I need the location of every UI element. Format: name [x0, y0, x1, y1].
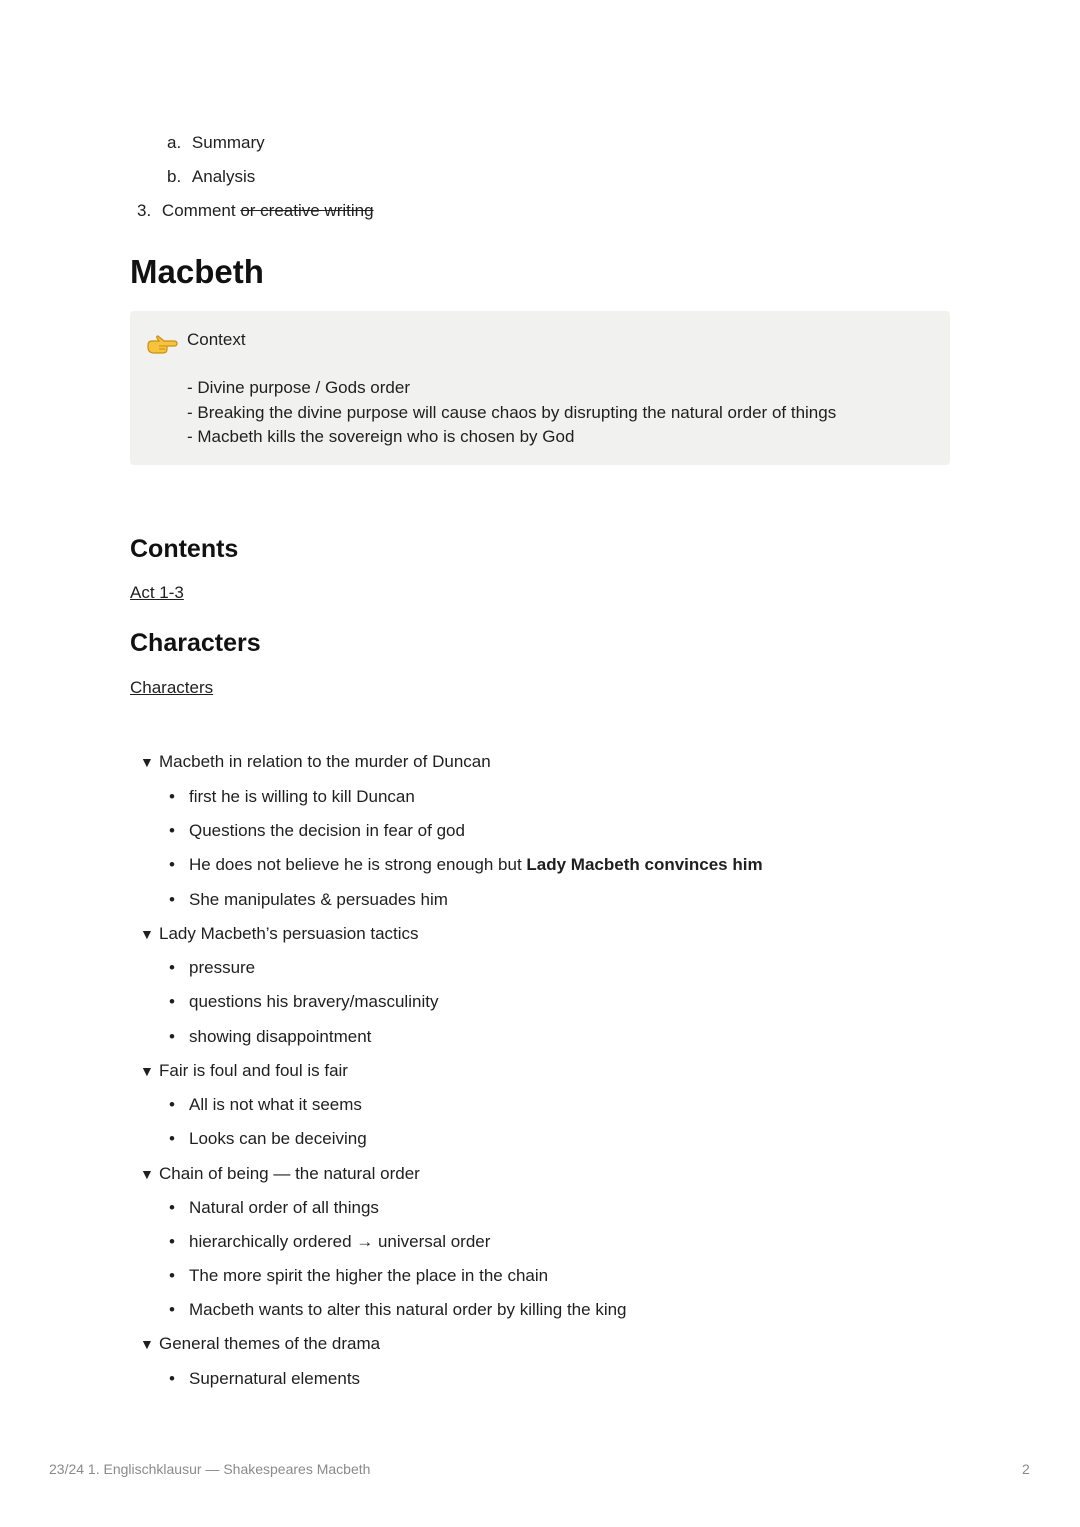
bullet-icon: •: [169, 1266, 175, 1285]
list-item-text: Macbeth wants to alter this natural order by killing the king: [189, 1300, 627, 1319]
callout-heading: Context: [187, 330, 246, 349]
bullet-icon: •: [169, 1198, 175, 1217]
bullet-icon: •: [169, 890, 175, 909]
pointing-hand-icon: [146, 331, 178, 359]
callout-line: - Divine purpose / Gods order: [187, 378, 410, 397]
contents-heading: Contents: [130, 535, 239, 563]
bullet-icon: •: [169, 958, 175, 977]
toggle-title: Macbeth in relation to the murder of Duncan: [159, 752, 491, 771]
list-item: [169, 957, 255, 979]
bullet-icon: •: [169, 1369, 175, 1388]
footer-document-title: 23/24 1. Englischklausur — Shakespeares Macbeth: [49, 1461, 371, 1477]
characters-link[interactable]: Characters: [130, 678, 214, 697]
page-title: Macbeth: [130, 253, 264, 290]
outline-marker: 3.: [137, 201, 152, 220]
toggle-title: Fair is foul and foul is fair: [159, 1061, 348, 1080]
toggle-triangle-icon[interactable]: ▼: [140, 926, 154, 942]
toggle-triangle-icon[interactable]: ▼: [140, 1336, 154, 1352]
list-item: [169, 1231, 490, 1253]
list-item-text: He does not believe he is strong enough but: [189, 855, 527, 874]
list-item-text: All is not what it seems: [189, 1095, 362, 1114]
toggle-title: Lady Macbeth’s persuasion tactics: [159, 924, 419, 943]
list-item-text: Supernatural elements: [189, 1369, 361, 1388]
toggle-title: Chain of being — the natural order: [159, 1164, 420, 1183]
outline-marker: a.: [167, 133, 182, 152]
toggle-triangle-icon[interactable]: ▼: [140, 1063, 154, 1079]
list-item: [169, 1026, 371, 1048]
bullet-icon: •: [169, 787, 175, 806]
outline-text: Analysis: [191, 167, 256, 186]
list-item: [169, 1368, 360, 1390]
page-number: 2: [1022, 1461, 1030, 1477]
list-item-text: hierarchically ordered → universal order: [189, 1232, 491, 1251]
characters-heading: Characters: [130, 629, 261, 657]
list-item-text: Looks can be deceiving: [189, 1129, 367, 1148]
bullet-icon: •: [169, 855, 175, 874]
toggle-macbeth-murder[interactable]: [140, 751, 491, 773]
list-item-text: The more spirit the higher the place in the chain: [189, 1266, 549, 1285]
list-item-text: Questions the decision in fear of god: [189, 821, 465, 840]
bullet-icon: •: [169, 1232, 175, 1251]
toggle-fair-is-foul[interactable]: [140, 1060, 348, 1082]
list-item: [169, 1265, 548, 1287]
outline-marker: b.: [167, 167, 182, 186]
bullet-icon: •: [169, 1095, 175, 1114]
list-item: [169, 786, 415, 808]
bullet-icon: •: [169, 821, 175, 840]
list-item: [169, 854, 763, 876]
outline-text: Comment: [161, 201, 236, 220]
list-item: [169, 1197, 379, 1219]
list-item-text: questions his bravery/masculinity: [189, 992, 439, 1011]
toggle-triangle-icon[interactable]: ▼: [140, 1166, 154, 1182]
toggle-persuasion-tactics[interactable]: [140, 923, 419, 945]
list-item: [169, 1128, 367, 1150]
list-item: [169, 889, 448, 911]
toggle-triangle-icon[interactable]: ▼: [140, 754, 154, 770]
list-item: [169, 991, 438, 1013]
bullet-icon: •: [169, 1027, 175, 1046]
callout-line: - Breaking the divine purpose will cause chaos by disrupting the natural order of things: [187, 403, 837, 422]
bullet-icon: •: [169, 992, 175, 1011]
bold-text: Lady Macbeth convinces him: [526, 855, 763, 874]
outline-item-b: [167, 166, 255, 188]
list-item-text: showing disappointment: [189, 1027, 372, 1046]
list-item: [169, 1299, 627, 1321]
struck-text: or creative writing: [240, 201, 374, 220]
list-item: [169, 1094, 362, 1116]
list-item-text: Natural order of all things: [189, 1198, 379, 1217]
outline-text: Summary: [191, 133, 265, 152]
act-1-3-link[interactable]: Act 1-3: [130, 583, 184, 602]
list-item-text: She manipulates & persuades him: [189, 890, 448, 909]
bullet-icon: •: [169, 1300, 175, 1319]
callout-line: - Macbeth kills the sovereign who is chosen by God: [187, 427, 575, 446]
bullet-icon: •: [169, 1129, 175, 1148]
toggle-general-themes[interactable]: [140, 1333, 380, 1355]
context-callout: [130, 311, 950, 465]
list-item-text: pressure: [189, 958, 256, 977]
toggle-chain-of-being[interactable]: [140, 1163, 420, 1185]
list-item-text: first he is willing to kill Duncan: [189, 787, 415, 806]
list-item: [169, 820, 465, 842]
outline-item-a: [167, 132, 265, 154]
toggle-title: General themes of the drama: [159, 1334, 381, 1353]
outline-item-3: [137, 200, 374, 222]
